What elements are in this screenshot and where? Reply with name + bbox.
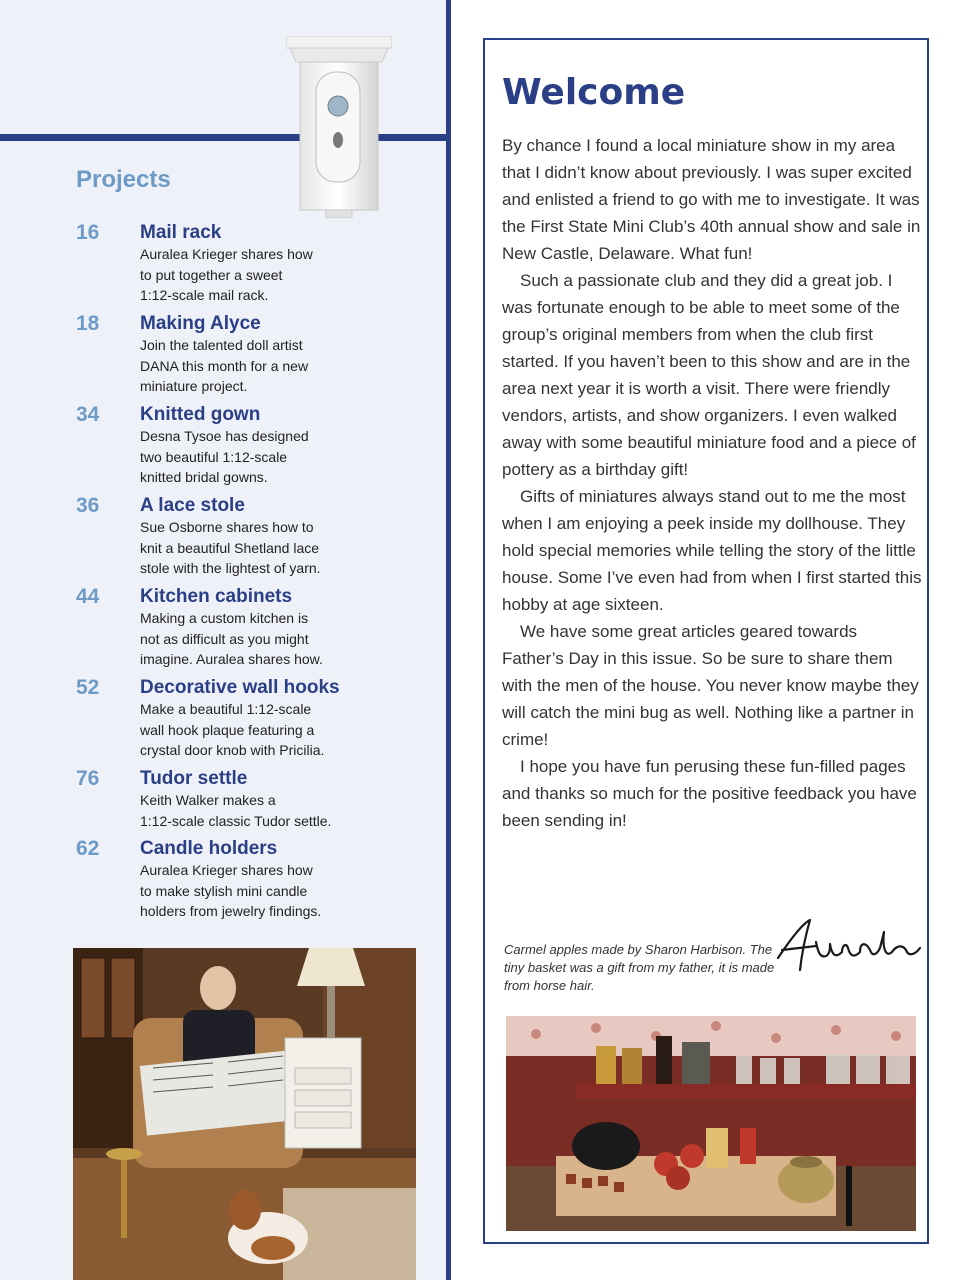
photo-caption: Carmel apples made by Sharon Harbison. The tiny basket was a gift from my father, it is made from horse hair.	[504, 942, 775, 993]
project-page-number: 44	[76, 585, 100, 608]
project-item[interactable]	[76, 586, 396, 677]
project-title: A lace stole	[140, 495, 245, 516]
project-page-number: 18	[76, 312, 100, 335]
project-title: Knitted gown	[140, 404, 261, 425]
project-description: Make a beautiful 1:12-scale wall hook plaque featuring a crystal door knob with Pricilia.	[140, 701, 325, 758]
letter-paragraph: I hope you have fun perusing these fun-filled pages and thanks so much for the positive feedback you have been sending in!	[502, 757, 917, 830]
project-title: Candle holders	[140, 838, 278, 859]
project-item[interactable]	[76, 768, 396, 838]
projects-heading: Projects	[76, 166, 171, 193]
project-title: Tudor settle	[140, 768, 248, 789]
project-description: Join the talented doll artist DANA this month for a new miniature project.	[140, 337, 309, 394]
project-description: Desna Tysoe has designed two beautiful 1:12-scale knitted bridal gowns.	[140, 428, 309, 485]
letter-paragraph: We have some great articles geared towards Father’s Day in this issue. So be sure to share them with the men of the house. You never know maybe they will catch the mini bug as well. Nothing like a partner in crime!	[502, 622, 919, 749]
dollhouse-photo	[73, 948, 416, 1280]
project-page-number: 34	[76, 403, 100, 426]
project-page-number: 52	[76, 676, 100, 699]
editor-signature	[772, 912, 926, 978]
welcome-title: Welcome	[502, 72, 686, 113]
kitchen-photo	[506, 1016, 916, 1231]
vertical-divider	[446, 0, 451, 1280]
project-description: Sue Osborne shares how to knit a beautiful Shetland lace stole with the lightest of yarn.	[140, 519, 321, 576]
letter-paragraph: By chance I found a local miniature show in my area that I didn’t know about previously. I was super excited and enlisted a friend to go with me to investigate. It was the First State Mini Club’s 40th annual show and sale in New Castle, Delaware. What fun!	[502, 136, 921, 263]
project-item[interactable]	[76, 404, 396, 495]
project-description: Auralea Krieger shares how to put together a sweet 1:12-scale mail rack.	[140, 246, 313, 303]
project-page-number: 36	[76, 494, 100, 517]
project-item[interactable]	[76, 495, 396, 586]
welcome-letter	[502, 132, 922, 834]
wall-hook-image	[286, 36, 392, 218]
project-page-number: 76	[76, 767, 100, 790]
project-item[interactable]	[76, 222, 396, 313]
project-title: Making Alyce	[140, 313, 261, 334]
project-page-number: 16	[76, 221, 100, 244]
project-title: Kitchen cabinets	[140, 586, 293, 607]
project-page-number: 62	[76, 837, 100, 860]
project-item[interactable]	[76, 677, 396, 768]
letter-paragraph: Gifts of miniatures always stand out to me the most when I am enjoying a peek inside my dollhouse. They hold special memories while telling the story of the little house. Some I’ve even had from when I first started this hobby at age sixteen.	[502, 487, 922, 614]
project-description: Making a custom kitchen is not as difficult as you might imagine. Auralea shares how.	[140, 610, 323, 667]
project-item[interactable]	[76, 838, 396, 929]
project-title: Decorative wall hooks	[140, 677, 340, 698]
letter-paragraph: Such a passionate club and they did a great job. I was fortunate enough to be able to meet some of the group’s original members from when the club first started. If you haven’t been to this show and are in the area next year it is worth a visit. There were friendly vendors, artists, and show organizers. I even walked away with some beautiful miniature food and a piece of pottery as a birthday gift!	[502, 271, 916, 479]
project-item[interactable]	[76, 313, 396, 404]
project-title: Mail rack	[140, 222, 222, 243]
projects-list	[76, 222, 396, 929]
project-description: Auralea Krieger shares how to make stylish mini candle holders from jewelry findings.	[140, 862, 322, 919]
project-description: Keith Walker makes a 1:12-scale classic Tudor settle.	[140, 792, 332, 829]
